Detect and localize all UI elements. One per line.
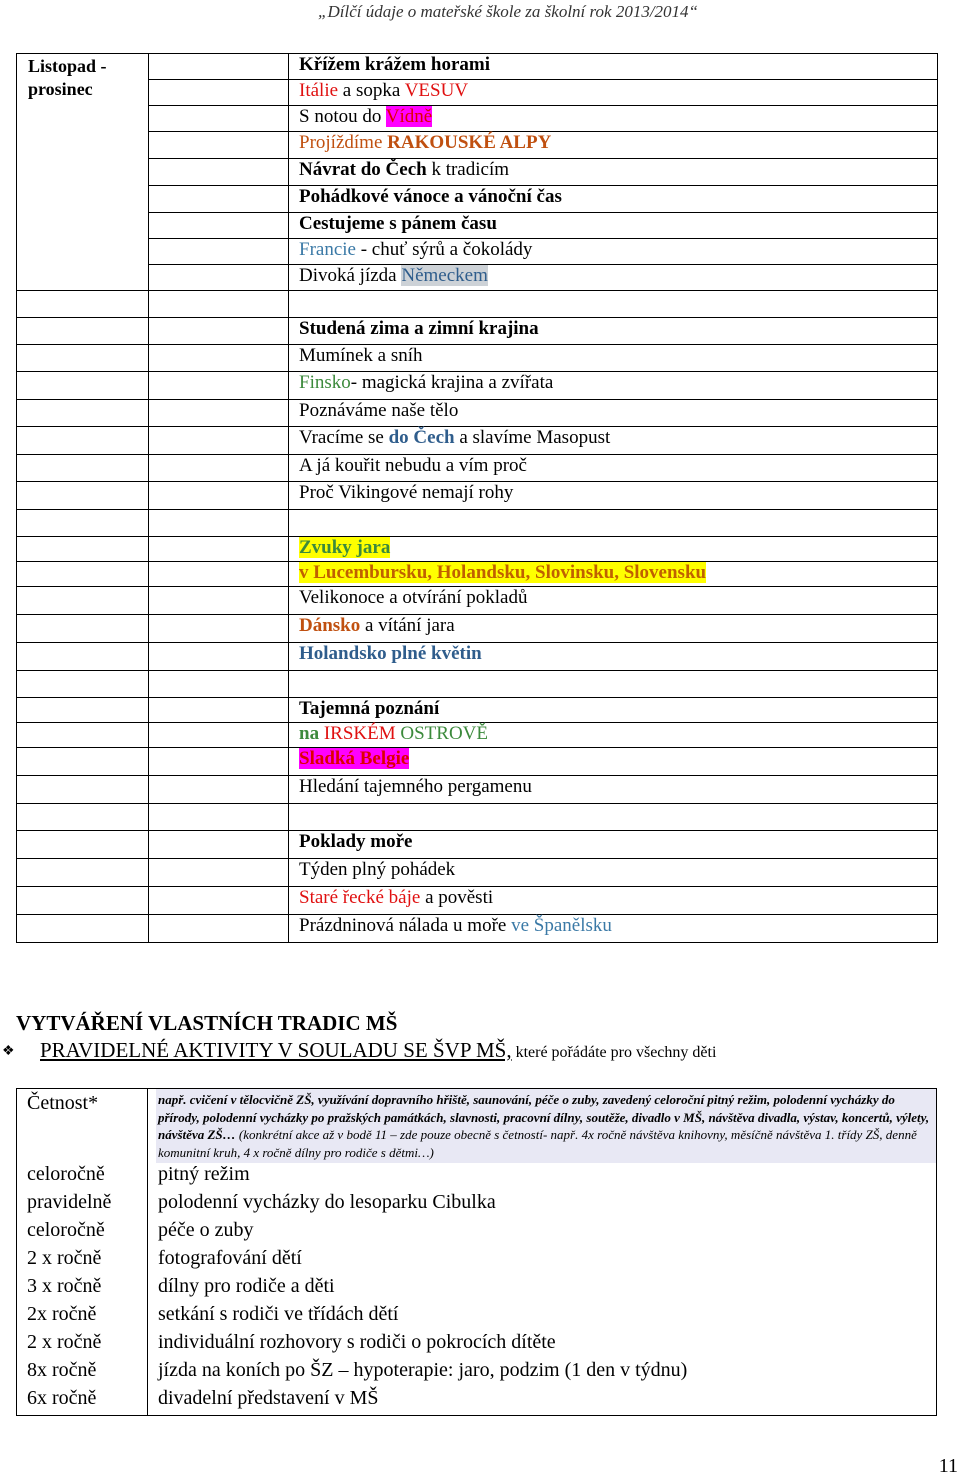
month-label: Listopad - prosinec xyxy=(17,54,149,291)
activity-cell: péče o zuby xyxy=(148,1219,937,1247)
plan-line: Staré řecké báje a pověsti xyxy=(289,887,938,915)
table-row xyxy=(17,1275,937,1303)
plan-line: Dánsko a vítání jara xyxy=(289,615,938,643)
frequency-cell: celoročně xyxy=(17,1163,148,1191)
plan-line: Návrat do Čech k tradicím xyxy=(289,159,938,186)
activity-cell: pitný režim xyxy=(148,1163,937,1191)
plan-line: Vracíme se do Čech a slavíme Masopust xyxy=(289,427,938,455)
activity-cell: individuální rozhovory s rodiči o pokrocích dítěte xyxy=(148,1331,937,1359)
activities-note: např. cvičení v tělocvičně ZŠ, využívání dopravního hřiště, saunování, péče o zuby, zavedený celoroční pitný režim, polodenní vycházky do přírody, polodenní vycházky po pražských památkách, slavnosti, pracovní dílny, soutěže, divadlo v MŠ, návštěva divadla, výstav, koncertů, výlety, návštěva ZŠ… (konkrétní akce až v bodě 11 – zde pouze obecně s četností- např. 4x ročně návštěva knihovny, měsíčně návštěva 1. třídy ZŠ, denně komunitní kruh, 4 x ročně dílny pro rodiče s dětmi…) xyxy=(156,1089,936,1163)
section-subtitle: ❖ PRAVIDELNÉ AKTIVITY V SOULADU SE ŠVP MŠ, které pořádáte pro všechny děti xyxy=(2,1038,717,1062)
table-row xyxy=(17,1219,937,1247)
frequency-cell: 2x ročně xyxy=(17,1303,148,1331)
frequency-cell: pravidelně xyxy=(17,1191,148,1219)
activity-cell: polodenní vycházky do lesoparku Cibulka xyxy=(148,1191,937,1219)
table-row xyxy=(17,615,938,643)
plan-line: Křížem krážem horami xyxy=(289,54,938,80)
plan-line: Proč Vikingové nemají rohy xyxy=(289,482,938,510)
plan-line: Studená zima a zimní krajina xyxy=(289,318,938,345)
table-row xyxy=(17,1331,937,1359)
table-row xyxy=(17,159,938,186)
table-row xyxy=(17,915,938,943)
table-row xyxy=(17,54,938,80)
table-row xyxy=(17,106,938,132)
table-row xyxy=(17,455,938,482)
table-row xyxy=(17,213,938,239)
plan-line: Divoká jízda Německem xyxy=(289,265,938,291)
plan-line: Pohádkové vánoce a vánoční čas xyxy=(289,186,938,213)
table-row xyxy=(17,723,938,748)
table-row xyxy=(17,776,938,804)
table-row xyxy=(17,1387,937,1415)
table-row xyxy=(17,400,938,427)
plan-line: Poznáváme naše tělo xyxy=(289,400,938,427)
table-row xyxy=(17,265,938,291)
plan-line: Zvuky jara xyxy=(289,537,938,562)
table-row xyxy=(17,345,938,372)
plan-line: Itálie a sopka VESUV xyxy=(289,80,938,106)
table-row xyxy=(17,1359,937,1387)
activity-cell: fotografování dětí xyxy=(148,1247,937,1275)
activity-cell: setkání s rodiči ve třídách dětí xyxy=(148,1303,937,1331)
activity-cell: divadelní představení v MŠ xyxy=(148,1387,937,1415)
plan-line: Holandsko plné květin xyxy=(289,643,938,671)
table-row xyxy=(17,643,938,671)
plan-line: Týden plný pohádek xyxy=(289,859,938,887)
table-row xyxy=(17,859,938,887)
page-header: „Dílčí údaje o mateřské škole za školní rok 2013/2014“ xyxy=(318,2,698,21)
monthly-plan-table xyxy=(16,53,938,943)
section-title: VYTVÁŘENÍ VLASTNÍCH TRADIC MŠ xyxy=(16,1011,398,1035)
plan-line: Projíždíme RAKOUSKÉ ALPY xyxy=(289,132,938,159)
frequency-cell: celoročně xyxy=(17,1219,148,1247)
plan-line: Francie - chuť sýrů a čokolády xyxy=(289,239,938,265)
table-row xyxy=(17,510,938,537)
table-row xyxy=(17,887,938,915)
table-row xyxy=(17,482,938,510)
plan-line: Prázdninová nálada u moře ve Španělsku xyxy=(289,915,938,943)
frequency-cell: 2 x ročně xyxy=(17,1247,148,1275)
plan-line: Cestujeme s pánem času xyxy=(289,213,938,239)
table-row xyxy=(17,318,938,345)
table-row xyxy=(17,587,938,615)
plan-line: Finsko- magická krajina a zvířata xyxy=(289,372,938,400)
plan-line: Tajemná poznání xyxy=(289,698,938,723)
frequency-cell: 2 x ročně xyxy=(17,1331,148,1359)
table-row xyxy=(17,80,938,106)
plan-line: S notou do Vídně xyxy=(289,106,938,132)
plan-line: Velikonoce a otvírání pokladů xyxy=(289,587,938,615)
table-row xyxy=(17,291,938,318)
table-row xyxy=(17,698,938,723)
table-row xyxy=(17,748,938,776)
table-row xyxy=(17,372,938,400)
page-number: 11 xyxy=(938,1455,958,1477)
plan-line: na IRSKÉM OSTROVĚ xyxy=(289,723,938,748)
table-row xyxy=(17,1089,937,1164)
activity-cell: dílny pro rodiče a děti xyxy=(148,1275,937,1303)
activities-table xyxy=(16,1088,937,1416)
table-row xyxy=(17,831,938,859)
table-row xyxy=(17,132,938,159)
table-row xyxy=(17,804,938,831)
activity-cell: jízda na koních po ŠZ – hypoterapie: jaro, podzim (1 den v týdnu) xyxy=(148,1359,937,1387)
table-row xyxy=(17,671,938,698)
frequency-cell: 6x ročně xyxy=(17,1387,148,1415)
frequency-cell: 3 x ročně xyxy=(17,1275,148,1303)
plan-line: A já kouřit nebudu a vím proč xyxy=(289,455,938,482)
plan-line: v Lucembursku, Holandsku, Slovinsku, Slovensku xyxy=(289,562,938,587)
frequency-header: Četnost* xyxy=(17,1089,148,1164)
table-row xyxy=(17,1191,937,1219)
diamond-bullet-icon: ❖ xyxy=(2,1044,15,1059)
table-row xyxy=(17,1247,937,1275)
plan-line: Poklady moře xyxy=(289,831,938,859)
table-row xyxy=(17,1163,937,1191)
table-row xyxy=(17,1303,937,1331)
plan-line: Hledání tajemného pergamenu xyxy=(289,776,938,804)
plan-line: Sladká Belgie xyxy=(289,748,938,776)
table-row xyxy=(17,537,938,562)
table-row xyxy=(17,562,938,587)
table-row xyxy=(17,427,938,455)
table-row xyxy=(17,186,938,213)
plan-line: Mumínek a sníh xyxy=(289,345,938,372)
frequency-cell: 8x ročně xyxy=(17,1359,148,1387)
table-row xyxy=(17,239,938,265)
